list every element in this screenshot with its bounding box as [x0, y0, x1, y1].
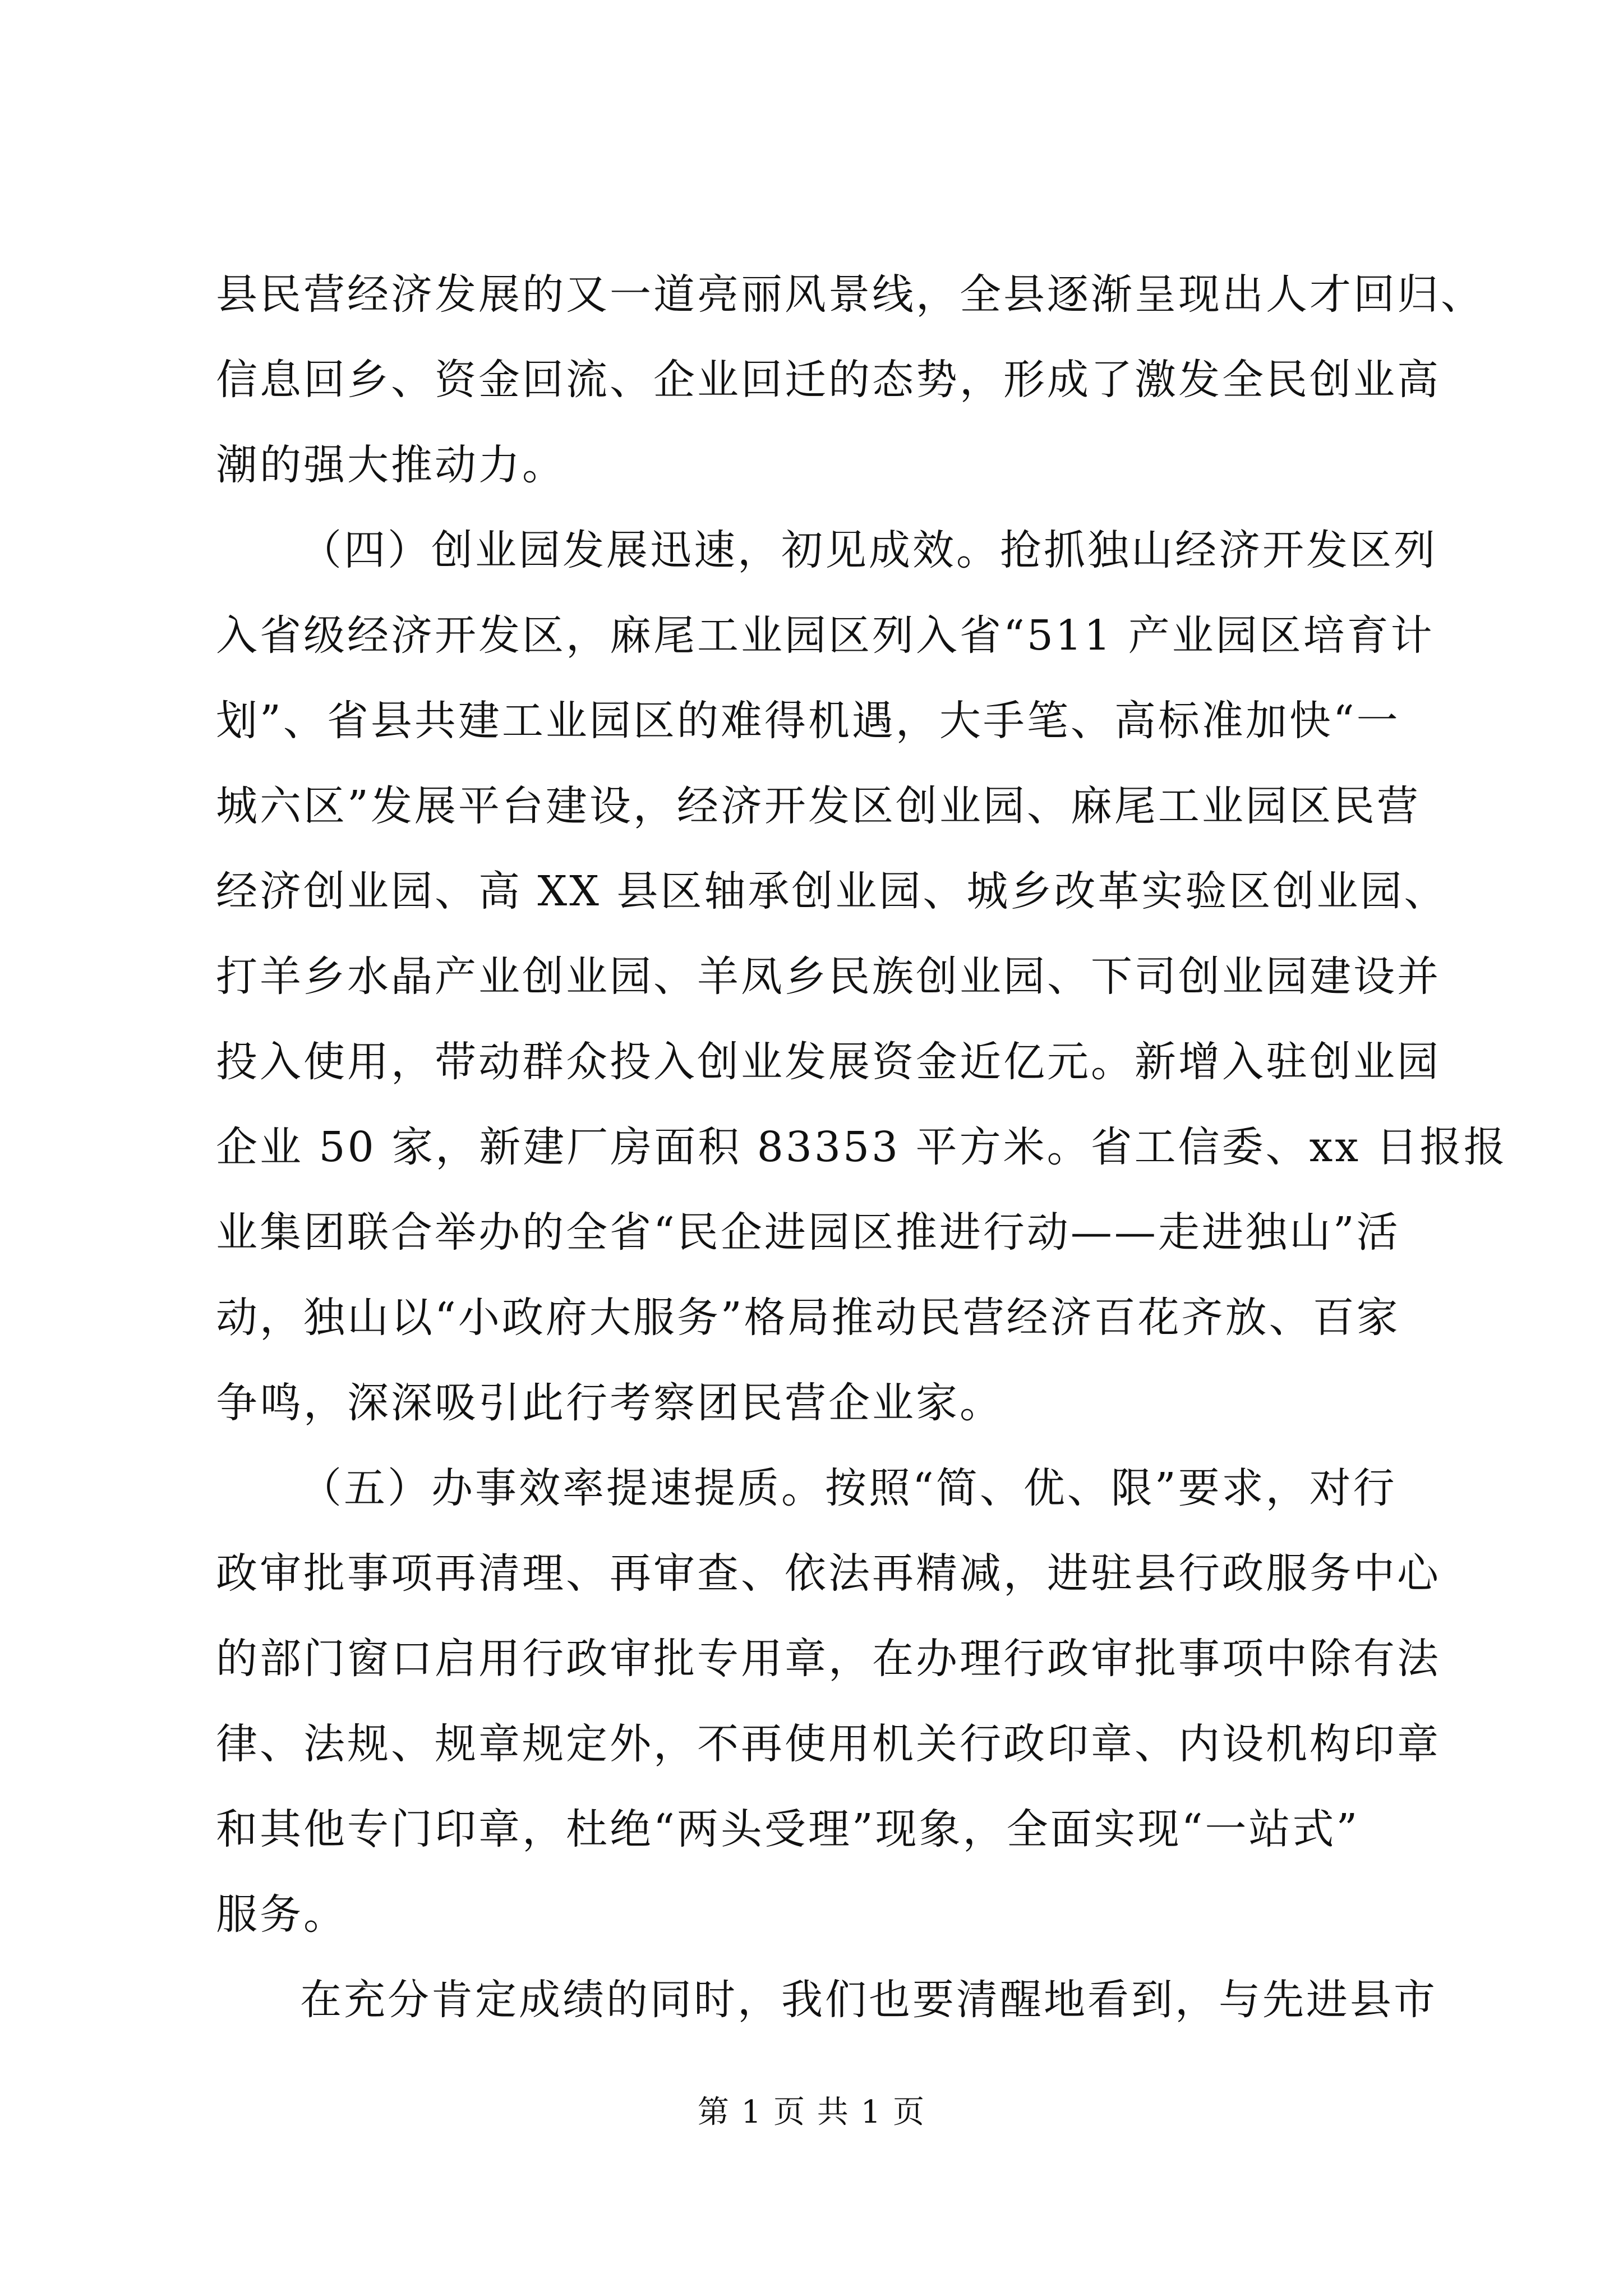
text-line: 的部门窗口启用行政审批专用章，在办理行政审批事项中除有法	[216, 1635, 1441, 1683]
text-line: 县民营经济发展的又一道亮丽风景线，全县逐渐呈现出人才回归、	[216, 270, 1484, 319]
text-line: 服务。	[216, 1890, 347, 1939]
text-line: 信息回乡、资金回流、企业回迁的态势，形成了激发全民创业高	[216, 356, 1441, 404]
text-line: 企业 50 家，新建厂房面积 83353 平方米。省工信委、xx 日报报	[216, 1123, 1507, 1171]
text-line: 业集团联合举办的全省“民企进园区推进行动——走进独山”活	[216, 1208, 1400, 1257]
text-line: 政审批事项再清理、再审查、依法再精减，进驻县行政服务中心	[216, 1549, 1441, 1598]
text-line: 划”、省县共建工业园区的难得机遇，大手笔、高标准加快“一	[216, 697, 1400, 745]
text-line: 和其他专门印章，杜绝“两头受理”现象，全面实现“一站式”	[216, 1805, 1360, 1853]
text-line: 经济创业园、高 XX 县区轴承创业园、城乡改革实验区创业园、	[216, 867, 1448, 915]
text-line: 动，独山以“小政府大服务”格局推动民营经济百花齐放、百家	[216, 1294, 1400, 1342]
page-footer: 第 1 页 共 1 页	[697, 2094, 926, 2131]
text-line: 城六区”发展平台建设，经济开发区创业园、麻尾工业园区民营	[216, 782, 1421, 830]
paragraph-first-line: 在充分肯定成绩的同时，我们也要清醒地看到，与先进县市	[300, 1976, 1437, 2024]
text-line: 入省级经济开发区，麻尾工业园区列入省“511 产业园区培育计	[216, 611, 1435, 660]
text-line: 打羊乡水晶产业创业园、羊凤乡民族创业园、下司创业园建设并	[216, 953, 1441, 1001]
text-line: 潮的强大推动力。	[216, 441, 566, 489]
paragraph-first-line: （四）创业园发展迅速，初见成效。抢抓独山经济开发区列	[300, 526, 1437, 574]
text-line: 争鸣，深深吸引此行考察团民营企业家。	[216, 1379, 1003, 1427]
text-line: 投入使用，带动群众投入创业发展资金近亿元。新增入驻创业园	[216, 1038, 1441, 1086]
text-line: 律、法规、规章规定外，不再使用机关行政印章、内设机构印章	[216, 1720, 1441, 1768]
paragraph-first-line: （五）办事效率提速提质。按照“简、优、限”要求，对行	[300, 1464, 1397, 1512]
